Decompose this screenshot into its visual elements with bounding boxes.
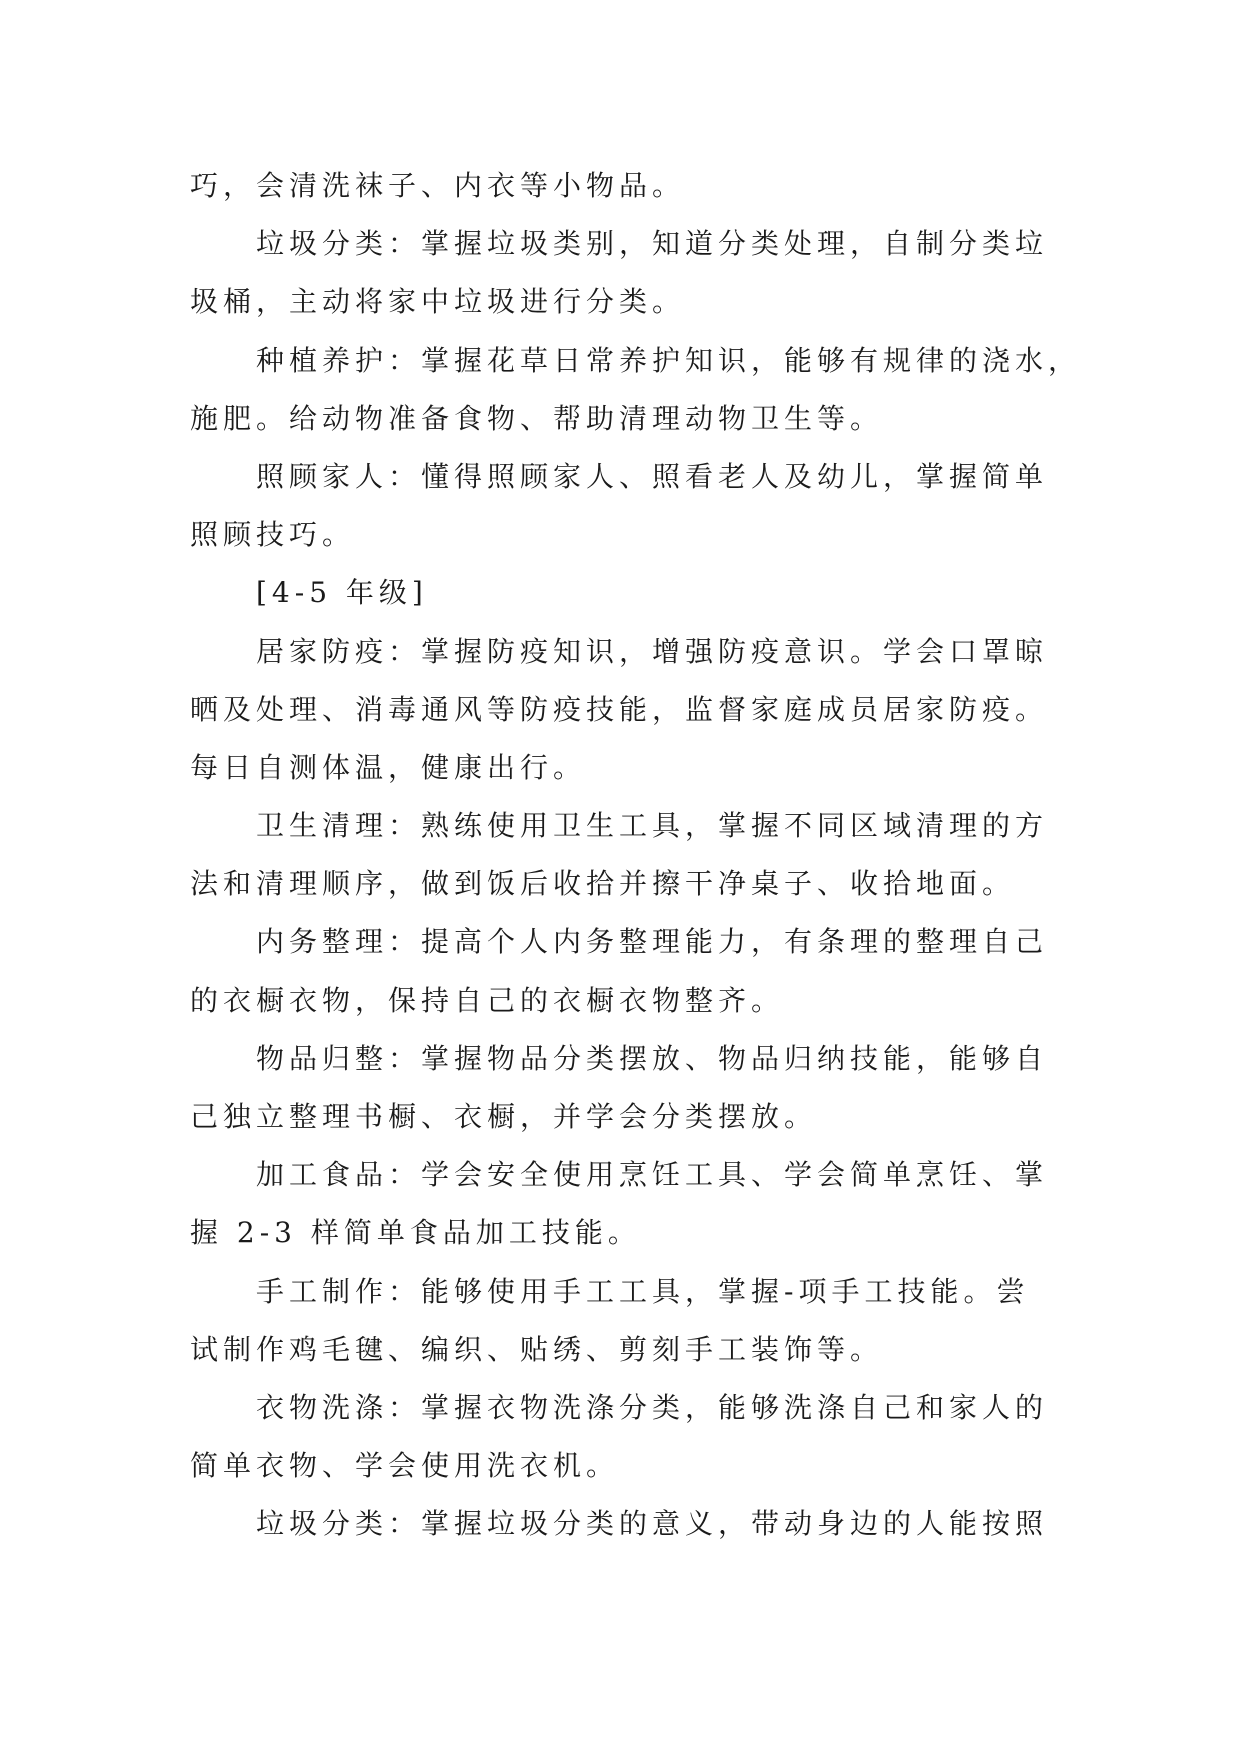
text-line: 施肥。给动物准备食物、帮助清理动物卫生等。 [190,401,884,435]
text-line: 卫生清理：熟练使用卫生工具，掌握不同区域清理的方 [256,809,1049,843]
text-line: 的衣橱衣物，保持自己的衣橱衣物整齐。 [190,983,785,1017]
text-line: [4-5 年级] [256,576,428,610]
text-line: 手工制作：能够使用手工工具，掌握-项手工技能。尝 [256,1274,1030,1308]
text-line: 握 2-3 样简单食品加工技能。 [190,1216,641,1250]
text-line: 晒及处理、消毒通风等防疫技能，监督家庭成员居家防疫。 [190,692,1049,726]
text-line: 照顾技巧。 [190,518,356,552]
text-line: 每日自测体温，健康出行。 [190,750,587,784]
document-body [190,157,1082,1554]
text-line: 衣物洗涤：掌握衣物洗涤分类，能够洗涤自己和家人的 [256,1390,1049,1424]
text-line: 照顾家人：懂得照顾家人、照看老人及幼儿，掌握简单 [256,459,1049,493]
text-line: 种植养护：掌握花草日常养护知识，能够有规律的浇水， [256,343,1082,377]
text-line: 垃圾分类：掌握垃圾类别，知道分类处理，自制分类垃 [256,227,1049,261]
text-line: 简单衣物、学会使用洗衣机。 [190,1449,620,1483]
text-line: 试制作鸡毛毽、编织、贴绣、剪刻手工装饰等。 [190,1332,884,1366]
text-line: 法和清理顺序，做到饭后收拾并擦干净桌子、收拾地面。 [190,867,1016,901]
text-line: 垃圾分类：掌握垃圾分类的意义，带动身边的人能按照 [256,1507,1049,1541]
text-line: 巧，会清洗袜子、内衣等小物品。 [190,169,686,202]
text-line: 居家防疫：掌握防疫知识，增强防疫意识。学会口罩晾 [256,634,1049,668]
text-line: 加工食品：学会安全使用烹饪工具、学会简单烹饪、掌 [256,1158,1049,1192]
text-line: 物品归整：掌握物品分类摆放、物品归纳技能，能够自 [256,1041,1049,1075]
text-line: 圾桶，主动将家中垃圾进行分类。 [190,285,686,319]
text-line: 内务整理：提高个人内务整理能力，有条理的整理自己 [256,925,1049,959]
text-line: 己独立整理书橱、衣橱，并学会分类摆放。 [190,1100,818,1133]
